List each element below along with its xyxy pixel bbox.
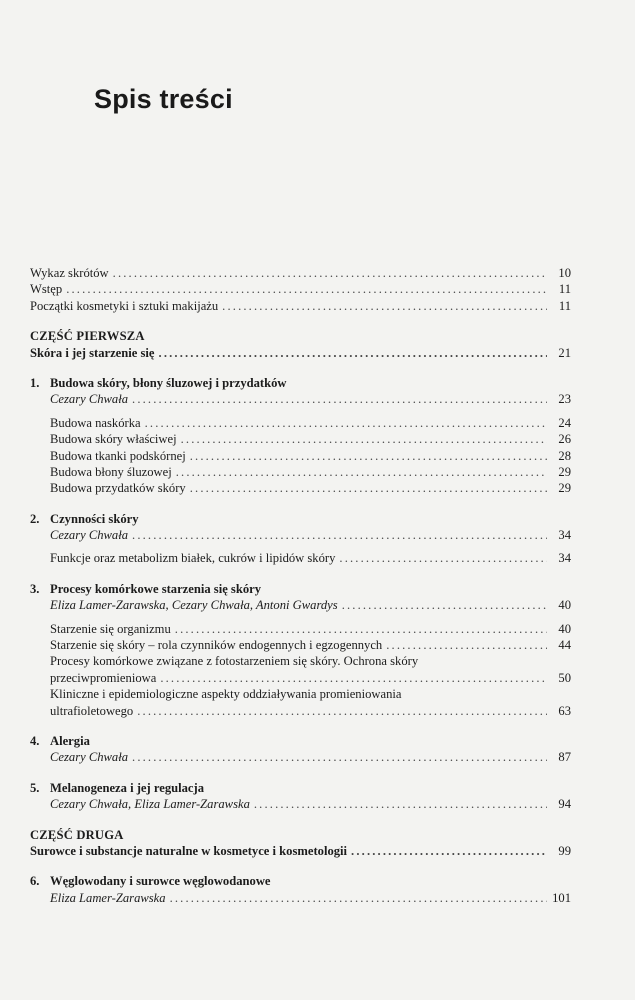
toc-page-number: 11 [558,282,571,297]
author-name: Cezary Chwała [50,528,129,543]
author-name: Cezary Chwała [50,750,129,765]
section-label: Budowa przydatków skóry [50,481,186,496]
chapter-heading[interactable] [30,511,571,527]
leader-dots [222,298,547,314]
section-label: Budowa błony śluzowej [50,464,172,479]
toc-page-number: 40 [558,598,571,613]
chapter-title: Melanogeneza i jej regulacja [50,780,204,795]
chapter-title: Alergia [50,733,90,748]
toc-page-number: 11 [558,298,571,313]
leader-dots [175,621,547,637]
toc-entry-section[interactable] [30,670,571,686]
toc-page-number: 94 [558,797,571,812]
leader-dots [159,345,547,361]
toc-entry-label: Skóra i jej starzenie się [30,345,155,360]
chapter-title: Węglowodany i surowce węglowodanowe [50,874,271,889]
leader-dots [386,637,547,653]
toc-entry-origins[interactable] [30,298,571,314]
leader-dots [181,431,547,447]
section-label: Budowa naskórka [50,415,141,430]
leader-dots [254,796,547,812]
toc-page-number: 23 [558,392,571,407]
author-name: Cezary Chwała [50,392,129,407]
toc-entry-label: Wykaz skrótów [30,266,109,280]
author-name: Eliza Lamer-Zarawska, Cezary Chwała, Antoni Gwardys [50,598,338,613]
toc-entry-author[interactable] [30,391,571,407]
toc-page-number: 40 [558,621,571,636]
toc-entry-section[interactable] [30,637,571,653]
chapter-heading[interactable] [30,780,571,796]
leader-dots [176,464,547,480]
section-label-line1[interactable]: Kliniczne i epidemiologiczne aspekty oddziaływania promieniowania [50,687,402,702]
toc-entry-author[interactable] [30,890,571,906]
part-heading: CZĘŚĆ PIERWSZA [30,329,145,344]
section-label: Budowa skóry właściwej [50,432,177,447]
chapter-number: 4. [30,733,40,748]
chapter-number: 3. [30,581,40,596]
toc-page-number: 99 [558,843,571,858]
toc-entry-abbreviations[interactable] [30,265,571,281]
leader-dots [137,703,547,719]
toc-entry-section[interactable] [30,448,571,464]
section-label: przeciwpromieniowa [50,670,157,685]
toc-entry-section[interactable] [30,464,571,480]
toc-page-number: 50 [558,670,571,685]
author-name: Eliza Lamer-Zarawska [50,890,166,905]
toc-page-number: 26 [558,432,571,447]
chapter-number: 2. [30,511,40,526]
leader-dots [132,527,547,543]
toc-entry-introduction[interactable] [30,281,571,297]
leader-dots [160,670,547,686]
section-label: Starzenie się organizmu [50,621,171,636]
toc-entry-section[interactable] [30,550,571,566]
toc-page-number: 28 [558,448,571,463]
table-of-contents [30,265,571,906]
toc-page-number: 29 [558,464,571,479]
chapter-title: Budowa skóry, błony śluzowej i przydatków [50,375,287,390]
toc-entry-label: Wstęp [30,282,63,297]
section-label: Funkcje oraz metabolizm białek, cukrów i lipidów skóry [50,551,336,566]
leader-dots [145,415,547,431]
toc-entry-section[interactable] [30,480,571,496]
section-label: Budowa tkanki podskórnej [50,448,186,463]
toc-entry-part-title[interactable] [30,843,571,859]
leader-dots [190,448,547,464]
toc-entry-section[interactable] [30,621,571,637]
toc-entry-author[interactable] [30,749,571,765]
leader-dots [339,550,547,566]
section-label: Starzenie się skóry – rola czynników endogennych i egzogennych [50,638,383,653]
toc-entry-author[interactable] [30,796,571,812]
toc-entry-section[interactable] [30,431,571,447]
chapter-heading[interactable] [30,581,571,597]
toc-page-number: 21 [558,345,571,360]
toc-page-number: 10 [558,266,571,280]
toc-page-number: 63 [558,703,571,718]
toc-page-number: 34 [558,551,571,566]
leader-dots [66,281,547,297]
toc-page-number: 29 [558,481,571,496]
leader-dots [190,480,547,496]
chapter-heading[interactable] [30,375,571,391]
toc-entry-label: Surowce i substancje naturalne w kosmetyce i kosmetologii [30,843,348,858]
toc-entry-author[interactable] [30,597,571,613]
chapter-title: Procesy komórkowe starzenia się skóry [50,581,262,596]
toc-page-number: 87 [558,750,571,765]
chapter-number: 5. [30,780,40,795]
chapter-heading[interactable] [30,873,571,889]
toc-page-number: 44 [558,638,571,653]
toc-entry-author[interactable] [30,527,571,543]
toc-entry-section[interactable] [30,703,571,719]
leader-dots [351,843,547,859]
leader-dots [113,265,547,281]
chapter-number: 6. [30,874,40,889]
toc-entry-part-title[interactable] [30,345,571,361]
toc-page-number: 34 [558,528,571,543]
part-heading: CZĘŚĆ DRUGA [30,827,124,842]
section-label: ultrafioletowego [50,703,134,718]
leader-dots [132,391,547,407]
chapter-title: Czynności skóry [50,511,139,526]
toc-entry-section[interactable] [30,415,571,431]
chapter-heading[interactable] [30,733,571,749]
chapter-number: 1. [30,375,40,390]
toc-page-number: 101 [552,890,571,905]
section-label-line1[interactable]: Procesy komórkowe związane z fotostarzeniem się skóry. Ochrona skóry [50,654,419,669]
toc-entry-label: Początki kosmetyki i sztuki makijażu [30,298,219,313]
page-title: Spis treści [94,84,233,114]
leader-dots [170,890,547,906]
leader-dots [132,749,547,765]
toc-page-number: 24 [558,415,571,430]
author-name: Cezary Chwała, Eliza Lamer-Zarawska [50,797,250,812]
leader-dots [342,597,547,613]
